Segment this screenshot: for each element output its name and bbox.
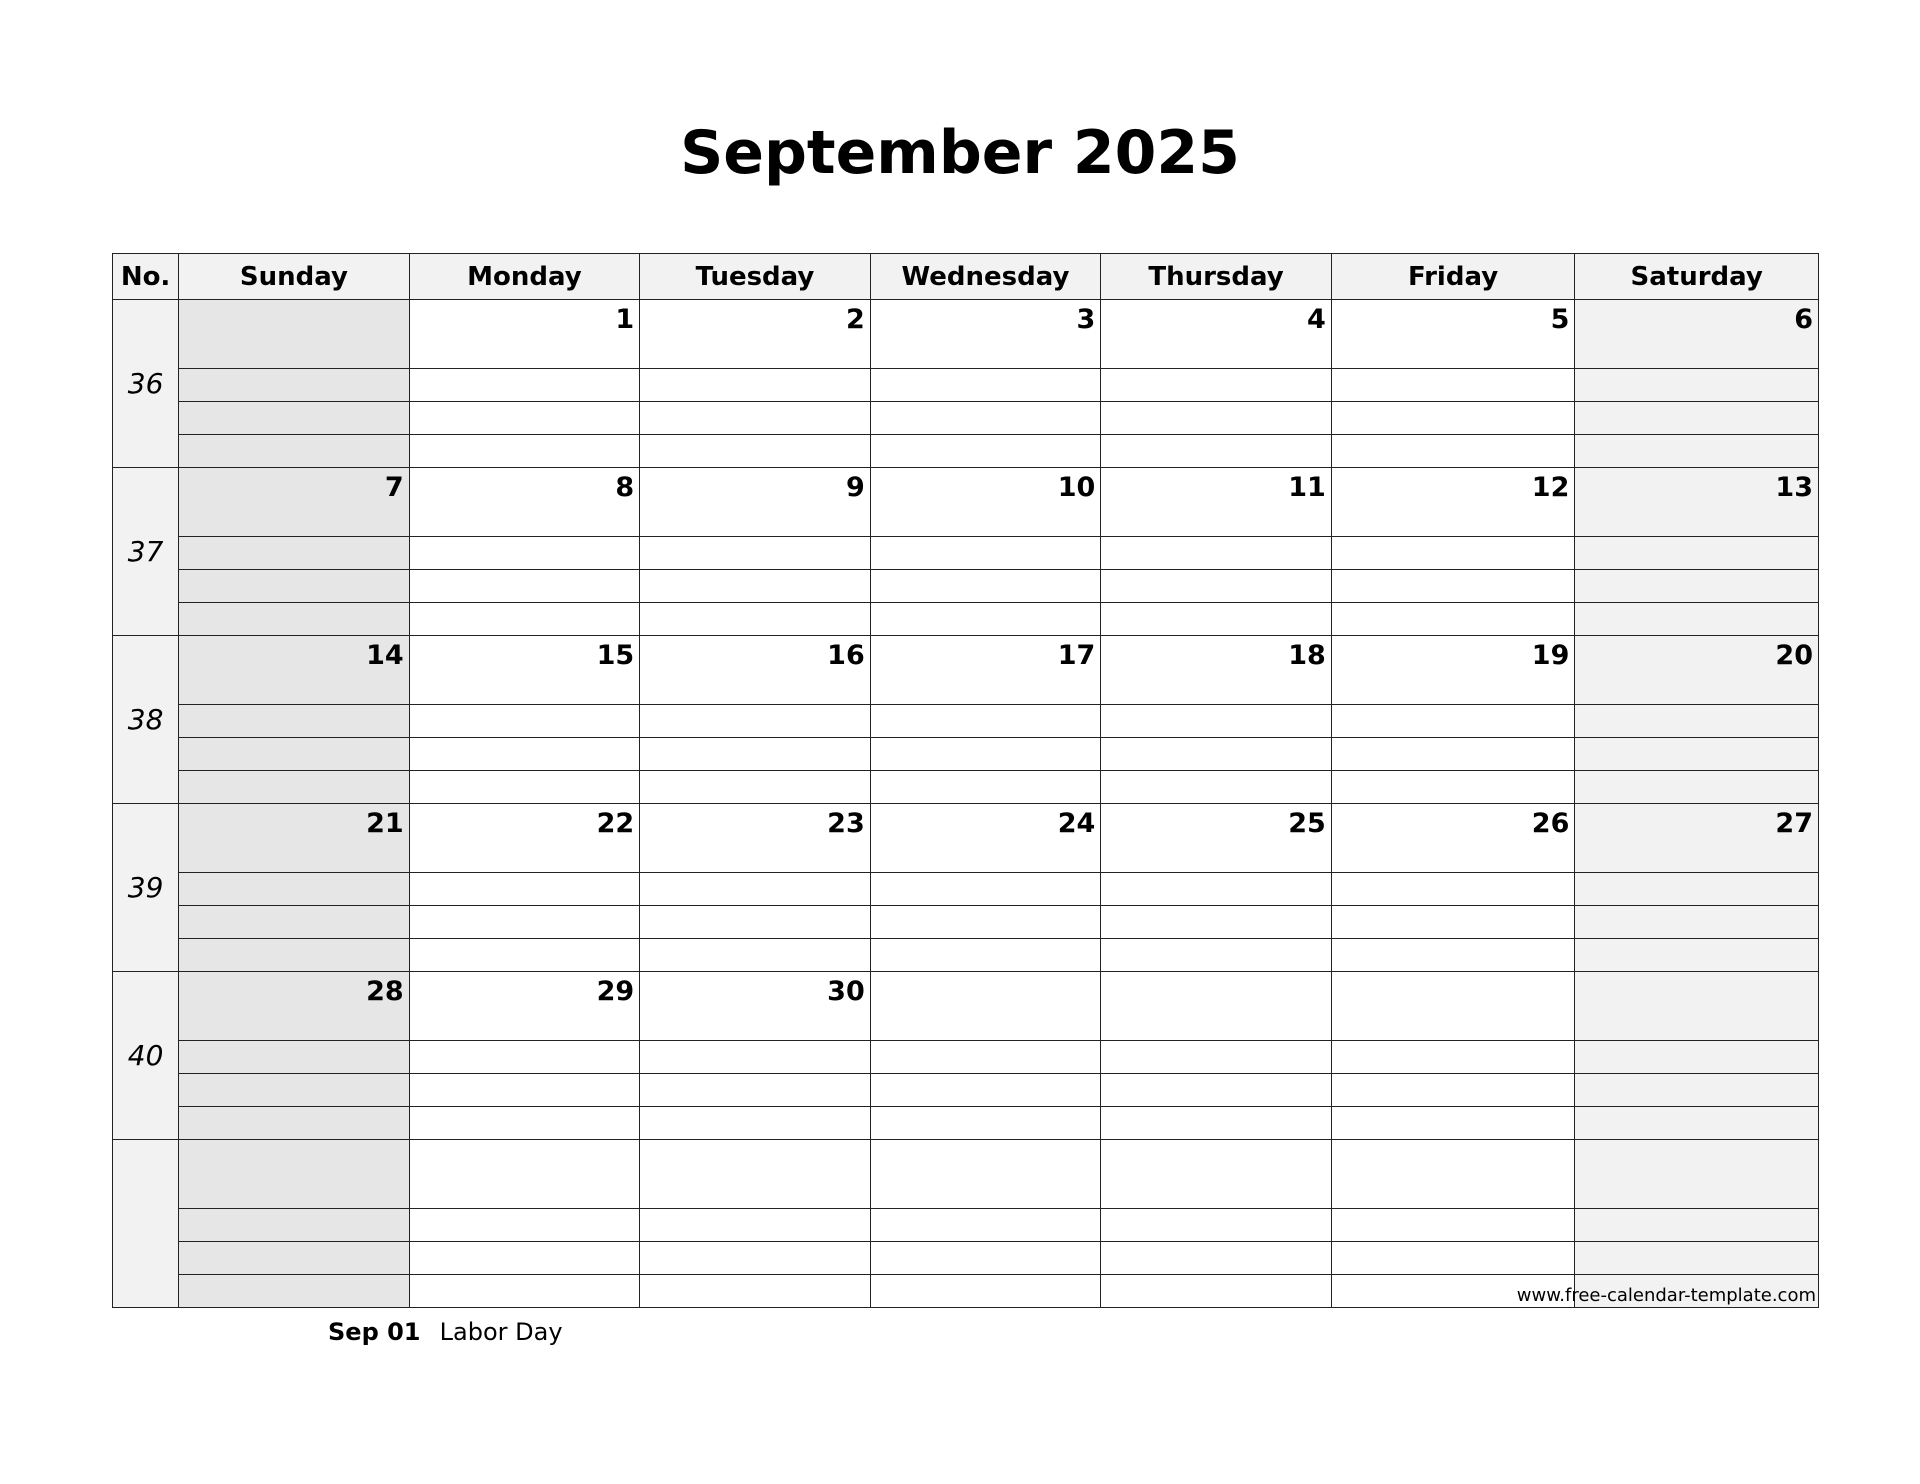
- week-number: 38: [113, 636, 179, 804]
- note-line: [1101, 906, 1332, 939]
- note-line: [409, 402, 640, 435]
- note-line: [1331, 1242, 1575, 1275]
- note-line: [1101, 1242, 1332, 1275]
- note-line: [870, 537, 1101, 570]
- note-line: [409, 705, 640, 738]
- note-line: [870, 1107, 1101, 1140]
- note-line: [640, 1275, 871, 1308]
- note-line: [179, 1107, 410, 1140]
- note-line-row: [113, 873, 1819, 906]
- note-line: [870, 939, 1101, 972]
- note-line: [1101, 1275, 1332, 1308]
- note-line: [1331, 603, 1575, 636]
- note-line-row: [113, 1209, 1819, 1242]
- day-cell-wednesday: 17: [870, 636, 1101, 705]
- note-line: [1101, 873, 1332, 906]
- note-line: [640, 603, 871, 636]
- day-cell-saturday: 27: [1575, 804, 1819, 873]
- note-line: [409, 369, 640, 402]
- note-line: [179, 369, 410, 402]
- note-line: [640, 1209, 871, 1242]
- day-cell-thursday: 18: [1101, 636, 1332, 705]
- day-cell-monday: [409, 1140, 640, 1209]
- header-day-saturday: Saturday: [1575, 254, 1819, 300]
- note-line: [870, 1209, 1101, 1242]
- calendar-grid: [112, 253, 1819, 1308]
- header-row: [113, 254, 1819, 300]
- note-line: [179, 1074, 410, 1107]
- note-line: [1331, 570, 1575, 603]
- day-cell-monday: 1: [409, 300, 640, 369]
- day-cell-tuesday: [640, 1140, 871, 1209]
- note-line: [1575, 603, 1819, 636]
- day-cell-sunday: 14: [179, 636, 410, 705]
- header-day-thursday: Thursday: [1101, 254, 1332, 300]
- note-line: [409, 603, 640, 636]
- day-cell-saturday: 13: [1575, 468, 1819, 537]
- note-line: [1331, 738, 1575, 771]
- note-line: [409, 939, 640, 972]
- note-line: [409, 873, 640, 906]
- note-line-row: [113, 402, 1819, 435]
- note-line: [1101, 705, 1332, 738]
- note-line: [1101, 570, 1332, 603]
- note-line: [409, 1107, 640, 1140]
- calendar-title: September 2025: [680, 118, 1240, 188]
- week-number: [113, 1140, 179, 1308]
- day-cell-thursday: [1101, 972, 1332, 1041]
- note-line: [640, 435, 871, 468]
- note-line: [1331, 939, 1575, 972]
- week-row: [113, 1140, 1819, 1209]
- day-cell-tuesday: 16: [640, 636, 871, 705]
- day-cell-monday: 29: [409, 972, 640, 1041]
- header-day-sunday: Sunday: [179, 254, 410, 300]
- note-line: [409, 1242, 640, 1275]
- note-line: [1331, 369, 1575, 402]
- note-line: [409, 1041, 640, 1074]
- week-number: 37: [113, 468, 179, 636]
- note-line: [1101, 537, 1332, 570]
- note-line: [640, 939, 871, 972]
- note-line: [409, 1275, 640, 1308]
- note-line: [870, 873, 1101, 906]
- note-line: [179, 738, 410, 771]
- note-line: [1575, 402, 1819, 435]
- note-line: [179, 906, 410, 939]
- week-row: [113, 468, 1819, 537]
- calendar-body: [113, 300, 1819, 1308]
- note-line: [179, 1041, 410, 1074]
- header-day-monday: Monday: [409, 254, 640, 300]
- day-cell-thursday: [1101, 1140, 1332, 1209]
- note-line: [179, 603, 410, 636]
- note-line: [1101, 1074, 1332, 1107]
- note-line: [870, 1074, 1101, 1107]
- header-day-wednesday: Wednesday: [870, 254, 1101, 300]
- note-line: [1575, 1074, 1819, 1107]
- day-cell-wednesday: [870, 1140, 1101, 1209]
- note-line: [179, 771, 410, 804]
- note-line: [409, 906, 640, 939]
- note-line: [1101, 603, 1332, 636]
- note-line: [1575, 705, 1819, 738]
- note-line: [1575, 873, 1819, 906]
- note-line: [1575, 537, 1819, 570]
- note-line: [870, 906, 1101, 939]
- note-line: [640, 1242, 871, 1275]
- source-url: www.free-calendar-template.com: [1516, 1285, 1816, 1306]
- note-line-row: [113, 537, 1819, 570]
- note-line: [1575, 435, 1819, 468]
- note-line-row: [113, 1242, 1819, 1275]
- day-cell-friday: 12: [1331, 468, 1575, 537]
- note-line: [1575, 369, 1819, 402]
- note-line: [179, 1209, 410, 1242]
- note-line-row: [113, 1074, 1819, 1107]
- note-line: [1331, 906, 1575, 939]
- note-line: [1575, 1242, 1819, 1275]
- day-cell-wednesday: 3: [870, 300, 1101, 369]
- note-line: [870, 1275, 1101, 1308]
- note-line-row: [113, 771, 1819, 804]
- note-line: [179, 435, 410, 468]
- note-line: [409, 570, 640, 603]
- note-line: [1101, 369, 1332, 402]
- note-line: [640, 402, 871, 435]
- note-line-row: [113, 705, 1819, 738]
- day-cell-sunday: [179, 300, 410, 369]
- note-line: [640, 771, 871, 804]
- day-cell-tuesday: 2: [640, 300, 871, 369]
- holiday-date: Sep 01: [328, 1318, 421, 1346]
- note-line: [409, 1209, 640, 1242]
- day-cell-tuesday: 30: [640, 972, 871, 1041]
- note-line: [870, 570, 1101, 603]
- note-line: [409, 771, 640, 804]
- day-cell-saturday: [1575, 1140, 1819, 1209]
- note-line: [870, 435, 1101, 468]
- note-line: [409, 738, 640, 771]
- day-cell-friday: [1331, 1140, 1575, 1209]
- note-line: [870, 738, 1101, 771]
- note-line-row: [113, 570, 1819, 603]
- note-line: [179, 939, 410, 972]
- week-row: [113, 300, 1819, 369]
- note-line: [1101, 402, 1332, 435]
- note-line: [1575, 738, 1819, 771]
- note-line: [1331, 1074, 1575, 1107]
- note-line: [1101, 1107, 1332, 1140]
- day-cell-saturday: [1575, 972, 1819, 1041]
- note-line: [1575, 906, 1819, 939]
- day-cell-friday: 19: [1331, 636, 1575, 705]
- note-line-row: [113, 435, 1819, 468]
- note-line: [1331, 1041, 1575, 1074]
- note-line: [640, 705, 871, 738]
- week-number: 40: [113, 972, 179, 1140]
- day-cell-sunday: [179, 1140, 410, 1209]
- day-cell-friday: 5: [1331, 300, 1575, 369]
- note-line: [870, 1242, 1101, 1275]
- note-line-row: [113, 369, 1819, 402]
- note-line: [1101, 1041, 1332, 1074]
- note-line: [179, 402, 410, 435]
- note-line: [409, 435, 640, 468]
- note-line: [179, 1275, 410, 1308]
- note-line: [640, 570, 871, 603]
- note-line: [1575, 1041, 1819, 1074]
- note-line: [640, 873, 871, 906]
- note-line: [1575, 570, 1819, 603]
- day-cell-sunday: 7: [179, 468, 410, 537]
- week-number: 39: [113, 804, 179, 972]
- note-line: [1101, 1209, 1332, 1242]
- note-line-row: [113, 906, 1819, 939]
- note-line: [870, 603, 1101, 636]
- note-line: [409, 1074, 640, 1107]
- holiday-list: [328, 1318, 563, 1346]
- header-day-friday: Friday: [1331, 254, 1575, 300]
- day-cell-saturday: 20: [1575, 636, 1819, 705]
- day-cell-thursday: 11: [1101, 468, 1332, 537]
- note-line: [1331, 873, 1575, 906]
- note-line: [179, 537, 410, 570]
- note-line: [640, 369, 871, 402]
- holiday-name: Labor Day: [439, 1318, 563, 1346]
- note-line: [1331, 1107, 1575, 1140]
- holiday-item: [328, 1318, 563, 1346]
- note-line: [1575, 1209, 1819, 1242]
- day-cell-monday: 22: [409, 804, 640, 873]
- note-line: [1331, 435, 1575, 468]
- note-line-row: [113, 1107, 1819, 1140]
- note-line: [409, 537, 640, 570]
- day-cell-wednesday: [870, 972, 1101, 1041]
- note-line-row: [113, 939, 1819, 972]
- note-line-row: [113, 603, 1819, 636]
- note-line-row: [113, 1041, 1819, 1074]
- day-cell-friday: 26: [1331, 804, 1575, 873]
- note-line: [870, 1041, 1101, 1074]
- week-number: 36: [113, 300, 179, 468]
- note-line: [1101, 939, 1332, 972]
- day-cell-monday: 8: [409, 468, 640, 537]
- note-line: [1331, 771, 1575, 804]
- note-line: [1101, 771, 1332, 804]
- day-cell-sunday: 28: [179, 972, 410, 1041]
- note-line: [179, 570, 410, 603]
- week-row: [113, 804, 1819, 873]
- note-line: [640, 537, 871, 570]
- note-line: [640, 1041, 871, 1074]
- note-line: [640, 1107, 871, 1140]
- note-line: [870, 705, 1101, 738]
- day-cell-tuesday: 23: [640, 804, 871, 873]
- note-line: [1331, 705, 1575, 738]
- note-line: [640, 1074, 871, 1107]
- day-cell-sunday: 21: [179, 804, 410, 873]
- note-line: [870, 369, 1101, 402]
- note-line: [179, 705, 410, 738]
- note-line-row: [113, 738, 1819, 771]
- note-line: [179, 1242, 410, 1275]
- week-row: [113, 972, 1819, 1041]
- note-line: [1575, 771, 1819, 804]
- week-row: [113, 636, 1819, 705]
- note-line: [870, 771, 1101, 804]
- note-line: [640, 906, 871, 939]
- note-line: [1575, 939, 1819, 972]
- day-cell-tuesday: 9: [640, 468, 871, 537]
- note-line: [179, 873, 410, 906]
- note-line: [870, 402, 1101, 435]
- header-week-number: No.: [113, 254, 179, 300]
- note-line: [1101, 435, 1332, 468]
- day-cell-thursday: 4: [1101, 300, 1332, 369]
- day-cell-friday: [1331, 972, 1575, 1041]
- day-cell-monday: 15: [409, 636, 640, 705]
- note-line: [640, 738, 871, 771]
- note-line: [1101, 738, 1332, 771]
- note-line: [1331, 537, 1575, 570]
- day-cell-thursday: 25: [1101, 804, 1332, 873]
- note-line: [1331, 1209, 1575, 1242]
- day-cell-wednesday: 24: [870, 804, 1101, 873]
- header-day-tuesday: Tuesday: [640, 254, 871, 300]
- day-cell-saturday: 6: [1575, 300, 1819, 369]
- day-cell-wednesday: 10: [870, 468, 1101, 537]
- note-line: [1331, 402, 1575, 435]
- note-line: [1575, 1107, 1819, 1140]
